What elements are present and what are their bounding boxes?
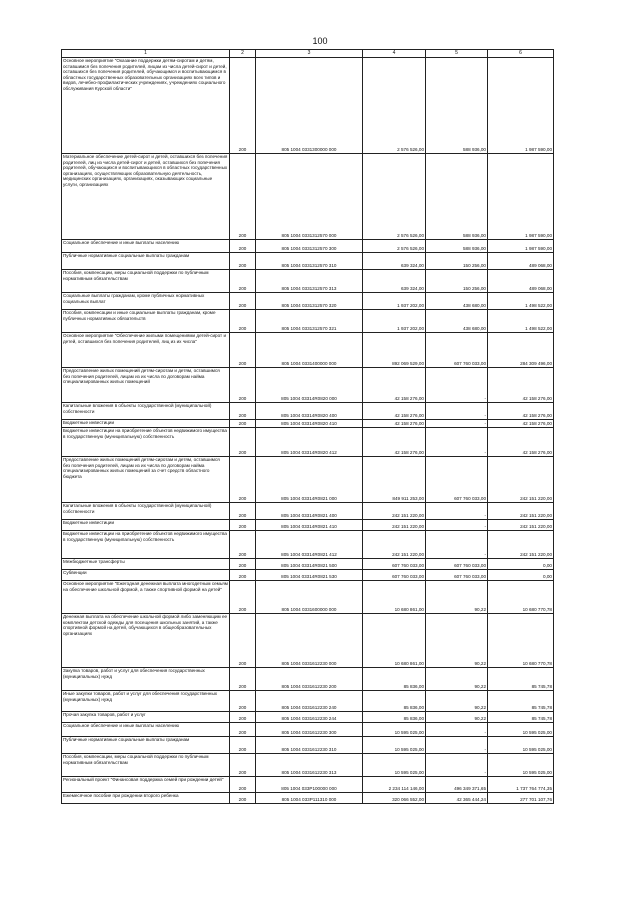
row-line-code-cell: 200 [230, 503, 256, 520]
row-unexecuted-cell: 10 595 025,00 [488, 737, 554, 754]
row-name-cell: Основное мероприятие "Ежегодная денежная выплата многодетным семьям на обеспечение школьной формой, а также спортивной формой на детей" [62, 581, 230, 614]
row-line-code-cell: 200 [230, 570, 256, 581]
row-executed-cell: - [426, 368, 488, 403]
row-unexecuted-cell: 1 987 590,00 [488, 154, 554, 240]
row-line-code-cell: 200 [230, 668, 256, 691]
row-name-cell: Пособия, компенсации, меры социальной поддержки по публичным нормативным обязательствам [62, 270, 230, 293]
row-budget-code-cell: 805 1004 0331312570 310 [256, 253, 363, 270]
row-line-code-cell: 200 [230, 531, 256, 559]
row-line-code-cell: 200 [230, 154, 256, 240]
table-row [62, 58, 554, 154]
row-line-code-cell: 200 [230, 333, 256, 368]
table-header-row [62, 50, 554, 58]
row-executed-cell: - [426, 428, 488, 457]
row-approved-cell: 242 151 220,00 [363, 531, 426, 559]
row-budget-code-cell: 805 1004 0331600000 000 [256, 581, 363, 614]
row-name-cell: Материальное обеспечение детей-сирот и детей, оставшихся без попечения родителей, лиц из числа детей-сирот и детей, оставшихся без попечения родителей, обучающихся и воспитывающихся в областных государственных организациях, осуществляющих образовательную деятельность, медицинских организациях, организациях, оказывающих социальные услуги, организациях [62, 154, 230, 240]
row-name-cell: Капитальные вложения в объекты государственной (муниципальной) собственности [62, 403, 230, 420]
row-unexecuted-cell: 85 745,78 [488, 668, 554, 691]
header-cell: 1 [62, 50, 230, 58]
row-unexecuted-cell: 10 680 770,78 [488, 581, 554, 614]
row-budget-code-cell: 805 1004 0331612230 300 [256, 723, 363, 737]
row-executed-cell: 607 760 033,00 [426, 570, 488, 581]
row-unexecuted-cell: 42 158 276,00 [488, 368, 554, 403]
row-line-code-cell: 200 [230, 253, 256, 270]
row-approved-cell: 10 595 025,00 [363, 723, 426, 737]
row-budget-code-cell: 805 1004 0331312570 321 [256, 310, 363, 333]
row-approved-cell: 42 158 276,00 [363, 428, 426, 457]
row-executed-cell: - [426, 723, 488, 737]
row-approved-cell: 2 576 526,00 [363, 240, 426, 253]
row-approved-cell: 10 680 861,00 [363, 614, 426, 668]
row-line-code-cell: 200 [230, 368, 256, 403]
row-name-cell: Закупка товаров, работ и услуг для обеспечения государственных (муниципальных) нужд [62, 668, 230, 691]
row-executed-cell: - [426, 403, 488, 420]
table-row [62, 668, 554, 691]
row-line-code-cell: 200 [230, 737, 256, 754]
row-executed-cell: 90,22 [426, 712, 488, 723]
row-line-code-cell: 200 [230, 310, 256, 333]
row-executed-cell: 588 936,00 [426, 154, 488, 240]
row-unexecuted-cell: 10 680 770,78 [488, 614, 554, 668]
table-row [62, 559, 554, 570]
row-executed-cell: 607 760 033,00 [426, 457, 488, 503]
row-line-code-cell: 200 [230, 420, 256, 428]
row-approved-cell: 607 760 033,00 [363, 570, 426, 581]
row-budget-code-cell: 805 1004 03314R0820 410 [256, 420, 363, 428]
row-approved-cell: 10 595 025,00 [363, 737, 426, 754]
row-approved-cell: 639 324,00 [363, 253, 426, 270]
row-name-cell: Предоставление жилых помещений детям-сиротам и детям, оставшимся без попечения родителей, лицам из их числа по договорам найма специализированных жилых помещений за счет средств областного бюджета [62, 457, 230, 503]
row-name-cell: Денежная выплата на обеспечение школьной формой либо заменяющим ее комплектом детской одежды для посещения школьных занятий, а также спортивной формой на детей, обучающихся в общеобразовательных организациях [62, 614, 230, 668]
row-unexecuted-cell: 277 701 107,76 [488, 793, 554, 804]
row-budget-code-cell: 805 1004 0331612230 240 [256, 691, 363, 712]
table-row [62, 333, 554, 368]
row-budget-code-cell: 805 1004 03314R0821 410 [256, 520, 363, 531]
row-executed-cell: 607 760 033,00 [426, 559, 488, 570]
row-budget-code-cell: 805 1004 0331400000 000 [256, 333, 363, 368]
row-budget-code-cell: 805 1004 0331312570 000 [256, 154, 363, 240]
row-executed-cell: 438 680,00 [426, 293, 488, 310]
row-unexecuted-cell: 42 158 276,00 [488, 420, 554, 428]
row-unexecuted-cell: 489 068,00 [488, 270, 554, 293]
table-row [62, 793, 554, 804]
row-approved-cell: 1 937 202,00 [363, 310, 426, 333]
row-line-code-cell: 200 [230, 520, 256, 531]
table-row [62, 737, 554, 754]
row-name-cell: Бюджетные инвестиции на приобретение объектов недвижимого имущества в государственную (муниципальную) собственность [62, 428, 230, 457]
row-budget-code-cell: 805 1004 0331300000 000 [256, 58, 363, 154]
table-row [62, 240, 554, 253]
table-row [62, 457, 554, 503]
row-name-cell: Основное мероприятие "Оказание поддержки детям-сиротам и детям, оставшимся без попечения родителей, лицам из числа детей-сирот и детей, оставшихся без попечения родителей, обучающимся и воспитывающимся в областных государственных образовательных организациях всех типов и видов, лечебно-профилактических учреждениях, учреждениях социального обслуживания Курской области" [62, 58, 230, 154]
row-line-code-cell: 200 [230, 270, 256, 293]
row-approved-cell: 2 576 526,00 [363, 154, 426, 240]
row-executed-cell: - [426, 503, 488, 520]
row-approved-cell: 85 836,00 [363, 668, 426, 691]
row-name-cell: Предоставление жилых помещений детям-сиротам и детям, оставшимся без попечения родителей, лицам из их числа по договорам найма специализированных жилых помещений [62, 368, 230, 403]
row-budget-code-cell: 805 1004 033P111310 000 [256, 793, 363, 804]
table-row [62, 531, 554, 559]
table-row [62, 293, 554, 310]
table-row [62, 310, 554, 333]
row-budget-code-cell: 805 1004 0331312570 320 [256, 293, 363, 310]
row-executed-cell: 90,22 [426, 614, 488, 668]
row-name-cell: Публичные нормативные социальные выплаты гражданам [62, 737, 230, 754]
table-row [62, 420, 554, 428]
row-unexecuted-cell: 284 309 496,00 [488, 333, 554, 368]
row-unexecuted-cell: 489 068,00 [488, 253, 554, 270]
row-name-cell: Межбюджетные трансферты [62, 559, 230, 570]
row-executed-cell: 150 256,00 [426, 253, 488, 270]
row-approved-cell: 1 937 202,00 [363, 293, 426, 310]
row-line-code-cell: 200 [230, 614, 256, 668]
row-approved-cell: 42 158 276,00 [363, 368, 426, 403]
table-row [62, 428, 554, 457]
table-row [62, 503, 554, 520]
row-name-cell: Основное мероприятие "Обеспечение жилыми помещениями детей-сирот и детей, оставшихся без попечения родителей, лиц из их числа" [62, 333, 230, 368]
row-approved-cell: 85 836,00 [363, 712, 426, 723]
row-executed-cell: - [426, 420, 488, 428]
header-cell: 3 [256, 50, 363, 58]
table-row [62, 723, 554, 737]
table-row [62, 614, 554, 668]
table-row [62, 712, 554, 723]
row-line-code-cell: 200 [230, 240, 256, 253]
row-executed-cell: 42 365 444,24 [426, 793, 488, 804]
row-line-code-cell: 200 [230, 712, 256, 723]
table-row [62, 570, 554, 581]
row-name-cell: Бюджетные инвестиции [62, 520, 230, 531]
row-unexecuted-cell: 1 987 590,00 [488, 240, 554, 253]
row-budget-code-cell: 805 1004 0331312570 313 [256, 270, 363, 293]
page-number: 100 [312, 36, 328, 46]
row-name-cell: Бюджетные инвестиции [62, 420, 230, 428]
row-unexecuted-cell: 10 595 025,00 [488, 754, 554, 777]
row-approved-cell: 2 576 526,00 [363, 58, 426, 154]
table-row [62, 368, 554, 403]
row-budget-code-cell: 805 1004 0331312570 300 [256, 240, 363, 253]
row-unexecuted-cell: 242 151 220,00 [488, 520, 554, 531]
row-line-code-cell: 200 [230, 403, 256, 420]
table-row [62, 253, 554, 270]
row-line-code-cell: 200 [230, 777, 256, 793]
row-budget-code-cell: 805 1004 0331612230 200 [256, 668, 363, 691]
row-unexecuted-cell: 1 737 764 774,35 [488, 777, 554, 793]
row-approved-cell: 849 911 253,00 [363, 457, 426, 503]
row-name-cell: Пособия, компенсации, меры социальной поддержки по публичным нормативным обязательствам [62, 754, 230, 777]
row-name-cell: Социальное обеспечение и иные выплаты населению [62, 723, 230, 737]
table-row [62, 777, 554, 793]
row-name-cell: Иные закупки товаров, работ и услуг для обеспечения государственных (муниципальных) нужд [62, 691, 230, 712]
row-budget-code-cell: 805 1004 03314R0821 412 [256, 531, 363, 559]
row-name-cell: Социальное обеспечение и иные выплаты населению [62, 240, 230, 253]
row-unexecuted-cell: 42 158 276,00 [488, 428, 554, 457]
row-unexecuted-cell: 85 745,78 [488, 712, 554, 723]
row-line-code-cell: 200 [230, 581, 256, 614]
table-row [62, 270, 554, 293]
row-executed-cell: 150 256,00 [426, 270, 488, 293]
table-row [62, 154, 554, 240]
row-name-cell: Прочая закупка товаров, работ и услуг [62, 712, 230, 723]
row-line-code-cell: 200 [230, 293, 256, 310]
budget-table [61, 49, 554, 804]
table-row [62, 754, 554, 777]
row-budget-code-cell: 805 1004 03314R0820 000 [256, 368, 363, 403]
row-budget-code-cell: 805 1004 03314R0821 500 [256, 559, 363, 570]
row-unexecuted-cell: 242 151 220,00 [488, 503, 554, 520]
row-approved-cell: 42 158 276,00 [363, 420, 426, 428]
row-name-cell: Публичные нормативные социальные выплаты гражданам [62, 253, 230, 270]
header-cell: 5 [426, 50, 488, 58]
row-executed-cell: 607 760 033,00 [426, 333, 488, 368]
row-line-code-cell: 200 [230, 428, 256, 457]
row-executed-cell: 90,22 [426, 691, 488, 712]
row-unexecuted-cell: 85 745,78 [488, 691, 554, 712]
row-approved-cell: 242 151 220,00 [363, 503, 426, 520]
row-budget-code-cell: 805 1004 0331612230 313 [256, 754, 363, 777]
row-approved-cell: 10 595 025,00 [363, 754, 426, 777]
row-name-cell: Региональный проект "Финансовая поддержка семей при рождении детей" [62, 777, 230, 793]
row-approved-cell: 42 158 276,00 [363, 403, 426, 420]
row-unexecuted-cell: 242 151 220,00 [488, 457, 554, 503]
row-name-cell: Капитальные вложения в объекты государственной (муниципальной) собственности [62, 503, 230, 520]
row-budget-code-cell: 805 1004 03314R0820 400 [256, 403, 363, 420]
row-unexecuted-cell: 10 595 025,00 [488, 723, 554, 737]
row-executed-cell: - [426, 520, 488, 531]
row-executed-cell: - [426, 737, 488, 754]
row-name-cell: Бюджетные инвестиции на приобретение объектов недвижимого имущества в государственную (муниципальную) собственность [62, 531, 230, 559]
row-approved-cell: 2 234 114 146,00 [363, 777, 426, 793]
row-executed-cell: 496 349 371,65 [426, 777, 488, 793]
row-approved-cell: 85 836,00 [363, 691, 426, 712]
row-line-code-cell: 200 [230, 754, 256, 777]
row-name-cell: Социальные выплаты гражданам, кроме публичных нормативных социальных выплат [62, 293, 230, 310]
row-executed-cell: 90,22 [426, 668, 488, 691]
row-line-code-cell: 200 [230, 691, 256, 712]
row-unexecuted-cell: 1 987 590,00 [488, 58, 554, 154]
row-line-code-cell: 200 [230, 559, 256, 570]
row-approved-cell: 10 680 861,00 [363, 581, 426, 614]
table-row [62, 691, 554, 712]
row-budget-code-cell: 805 1004 033P100000 000 [256, 777, 363, 793]
row-line-code-cell: 200 [230, 793, 256, 804]
row-executed-cell: - [426, 754, 488, 777]
row-line-code-cell: 200 [230, 58, 256, 154]
row-executed-cell: 588 936,00 [426, 240, 488, 253]
row-executed-cell: 588 936,00 [426, 58, 488, 154]
header-cell: 2 [230, 50, 256, 58]
row-name-cell: Пособия, компенсации и иные социальные выплаты гражданам, кроме публичных нормативных обязательств [62, 310, 230, 333]
row-name-cell: Ежемесячное пособие при рождении второго ребенка [62, 793, 230, 804]
header-cell: 4 [363, 50, 426, 58]
row-budget-code-cell: 805 1004 03314R0820 412 [256, 428, 363, 457]
row-budget-code-cell: 805 1004 03314R0821 530 [256, 570, 363, 581]
row-unexecuted-cell: 242 151 220,00 [488, 531, 554, 559]
row-unexecuted-cell: 0,00 [488, 570, 554, 581]
row-unexecuted-cell: 42 158 276,00 [488, 403, 554, 420]
row-approved-cell: 639 324,00 [363, 270, 426, 293]
row-name-cell: Субвенции [62, 570, 230, 581]
row-line-code-cell: 200 [230, 723, 256, 737]
row-budget-code-cell: 805 1004 03314R0821 400 [256, 503, 363, 520]
row-budget-code-cell: 805 1004 0331612230 000 [256, 614, 363, 668]
row-unexecuted-cell: 1 498 522,00 [488, 293, 554, 310]
row-executed-cell: - [426, 531, 488, 559]
row-budget-code-cell: 805 1004 0331612230 310 [256, 737, 363, 754]
row-approved-cell: 607 760 033,00 [363, 559, 426, 570]
row-unexecuted-cell: 0,00 [488, 559, 554, 570]
row-line-code-cell: 200 [230, 457, 256, 503]
row-budget-code-cell: 805 1004 03314R0821 000 [256, 457, 363, 503]
row-approved-cell: 892 069 529,00 [363, 333, 426, 368]
table-row [62, 403, 554, 420]
row-unexecuted-cell: 1 498 522,00 [488, 310, 554, 333]
row-executed-cell: 438 680,00 [426, 310, 488, 333]
row-approved-cell: 320 066 552,00 [363, 793, 426, 804]
table-row [62, 581, 554, 614]
row-approved-cell: 242 151 220,00 [363, 520, 426, 531]
row-budget-code-cell: 805 1004 0331612230 244 [256, 712, 363, 723]
table-row [62, 520, 554, 531]
row-executed-cell: 90,22 [426, 581, 488, 614]
header-cell: 6 [488, 50, 554, 58]
